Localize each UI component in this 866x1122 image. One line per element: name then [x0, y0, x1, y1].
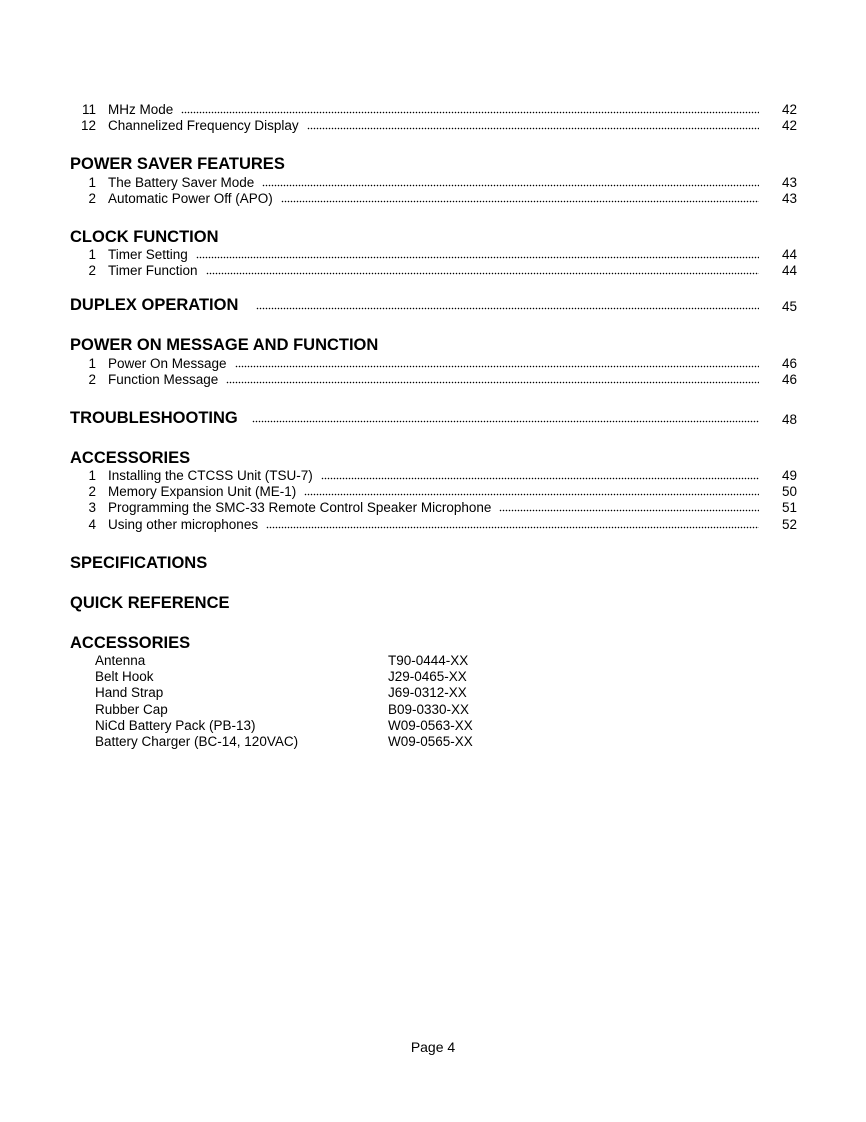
toc-entry-label: MHz Mode	[108, 102, 174, 117]
leader-dots	[181, 111, 759, 114]
toc-entry-power-on-message[interactable]	[80, 356, 797, 372]
toc-entry-automatic-power-off[interactable]	[80, 191, 797, 207]
toc-entry-page: 49	[781, 468, 797, 483]
toc-entry-page: 43	[781, 175, 797, 190]
toc-entry-number: 4	[88, 517, 96, 532]
toc-entry-label: Timer Setting	[108, 247, 188, 262]
toc-entry-programming-smc33[interactable]	[80, 500, 797, 516]
toc-entry-channelized-frequency-display[interactable]	[80, 118, 797, 134]
accessory-name: Antenna	[95, 653, 146, 668]
accessory-name: Battery Charger (BC-14, 120VAC)	[95, 734, 299, 749]
section-heading-accessories-list: ACCESSORIES	[70, 634, 191, 652]
toc-entry-page: 48	[781, 412, 797, 427]
toc-entry-label: Using other microphones	[108, 517, 259, 532]
toc-entry-other-microphones[interactable]	[80, 517, 797, 533]
leader-dots	[266, 526, 759, 529]
toc-entry-number: 1	[88, 175, 96, 190]
toc-entry-label: Power On Message	[108, 356, 227, 371]
toc-entry-page: 42	[781, 118, 797, 133]
leader-dots	[321, 477, 759, 480]
toc-entry-timer-setting[interactable]	[80, 247, 797, 263]
section-heading-power-on: POWER ON MESSAGE AND FUNCTION	[70, 336, 379, 354]
toc-heading-duplex-operation[interactable]	[70, 295, 797, 315]
accessory-row	[95, 718, 495, 734]
section-heading-accessories-toc: ACCESSORIES	[70, 449, 191, 467]
toc-entry-page: 42	[781, 102, 797, 117]
leader-dots	[281, 200, 759, 203]
toc-entry-timer-function[interactable]	[80, 263, 797, 279]
accessory-part-number: W09-0565-XX	[388, 734, 473, 749]
toc-entry-number: 12	[80, 118, 96, 133]
section-heading-clock-function: CLOCK FUNCTION	[70, 228, 219, 246]
toc-entry-page: 52	[781, 517, 797, 532]
toc-entry-label: Memory Expansion Unit (ME-1)	[108, 484, 297, 499]
section-heading-specifications[interactable]: SPECIFICATIONS	[70, 554, 208, 572]
toc-entry-number: 3	[88, 500, 96, 515]
leader-dots	[256, 307, 759, 310]
leader-dots	[235, 365, 759, 368]
accessory-name: NiCd Battery Pack (PB-13)	[95, 718, 256, 733]
accessory-row	[95, 734, 495, 750]
toc-entry-page: 44	[781, 263, 797, 278]
toc-entry-label: Installing the CTCSS Unit (TSU-7)	[108, 468, 313, 483]
toc-entry-page: 46	[781, 372, 797, 387]
toc-entry-label: The Battery Saver Mode	[108, 175, 255, 190]
leader-dots	[196, 256, 759, 259]
toc-entry-label: Channelized Frequency Display	[108, 118, 299, 133]
toc-entry-number: 11	[81, 102, 96, 117]
leader-dots	[226, 381, 759, 384]
section-heading-duplex: DUPLEX OPERATION	[70, 296, 239, 314]
toc-entry-page: 51	[781, 500, 797, 515]
accessory-row	[95, 685, 495, 701]
accessory-row	[95, 653, 495, 669]
toc-entry-number: 2	[88, 372, 96, 387]
toc-entry-number: 2	[88, 263, 96, 278]
accessory-name: Belt Hook	[95, 669, 154, 684]
accessory-part-number: B09-0330-XX	[388, 702, 470, 717]
accessory-part-number: W09-0563-XX	[388, 718, 473, 733]
toc-entry-label: Function Message	[108, 372, 219, 387]
accessory-row	[95, 702, 495, 718]
toc-entry-page: 45	[781, 299, 797, 314]
accessory-part-number: T90-0444-XX	[388, 653, 469, 668]
leader-dots	[206, 272, 759, 275]
toc-entry-label: Automatic Power Off (APO)	[108, 191, 273, 206]
toc-entry-function-message[interactable]	[80, 372, 797, 388]
section-heading-quick-reference[interactable]: QUICK REFERENCE	[70, 594, 230, 612]
toc-entry-label: Programming the SMC-33 Remote Control Speaker Microphone	[108, 500, 492, 515]
toc-entry-page: 44	[781, 247, 797, 262]
section-heading-troubleshooting: TROUBLESHOOTING	[70, 409, 238, 427]
leader-dots	[262, 184, 759, 187]
toc-entry-mhz-mode[interactable]	[80, 102, 797, 118]
leader-dots	[304, 493, 759, 496]
leader-dots	[252, 420, 759, 423]
accessory-part-number: J69-0312-XX	[388, 685, 467, 700]
toc-entry-battery-saver-mode[interactable]	[80, 175, 797, 191]
toc-entry-number: 1	[88, 356, 96, 371]
section-heading-power-saver: POWER SAVER FEATURES	[70, 155, 285, 173]
toc-heading-troubleshooting[interactable]	[70, 408, 797, 428]
page-number-footer: Page 4	[410, 1039, 456, 1055]
toc-entry-page: 43	[781, 191, 797, 206]
toc-entry-memory-expansion[interactable]	[80, 484, 797, 500]
toc-entry-number: 2	[88, 484, 96, 499]
leader-dots	[499, 509, 759, 512]
toc-entry-number: 1	[88, 247, 96, 262]
accessory-name: Rubber Cap	[95, 702, 168, 717]
toc-entry-page: 50	[781, 484, 797, 499]
toc-entry-number: 1	[88, 468, 96, 483]
toc-entry-label: Timer Function	[108, 263, 198, 278]
accessory-name: Hand Strap	[95, 685, 164, 700]
accessory-row	[95, 669, 495, 685]
toc-entry-page: 46	[781, 356, 797, 371]
leader-dots	[307, 127, 759, 130]
accessory-part-number: J29-0465-XX	[388, 669, 467, 684]
toc-entry-installing-ctcss[interactable]	[80, 468, 797, 484]
toc-entry-number: 2	[88, 191, 96, 206]
